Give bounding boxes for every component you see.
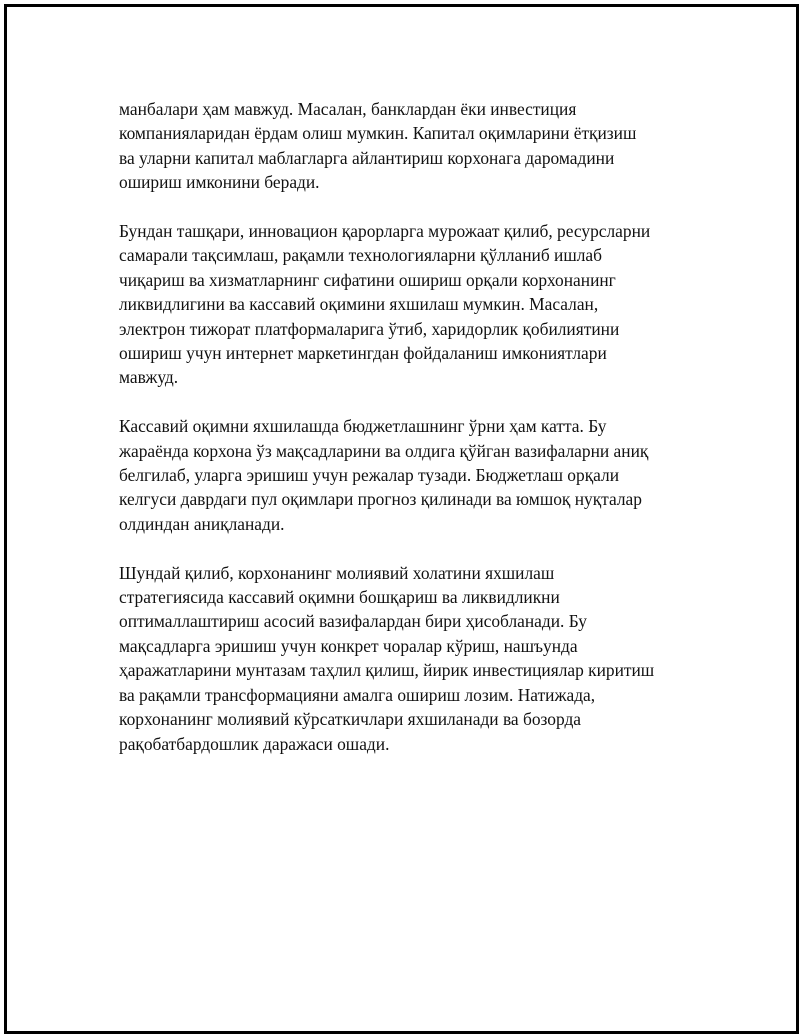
document-page <box>4 4 799 1034</box>
text-line: корхонанинг молиявий кўрсаткичлари яхшиланади ва бозорда <box>119 709 582 730</box>
text-line: ошириш имконини беради. <box>119 172 320 193</box>
text-line: ликвидлигини ва кассавий оқимини яхшилаш мумкин. Масалан, <box>119 294 599 315</box>
paragraph-1 <box>119 97 709 195</box>
text-line: жараёнда корхона ўз мақсадларини ва олдига қўйган вазифаларни аниқ <box>119 440 649 461</box>
text-line: чиқариш ва хизматларнинг сифатини ошириш орқали корхонанинг <box>119 269 616 290</box>
text-line: олдиндан аниқланади. <box>119 513 285 534</box>
document-body <box>119 97 709 780</box>
text-line: самарали тақсимлаш, рақамли технологияларни қўлланиб ишлаб <box>119 245 602 266</box>
text-line: стратегиясида кассавий оқимни бошқариш ва ликвидликни <box>119 587 560 608</box>
text-line: ва рақамли трансформацияни амалга ошириш лозим. Натижада, <box>119 684 596 705</box>
paragraph-3 <box>119 414 709 536</box>
text-line: мавжуд. <box>119 367 179 388</box>
text-line: манбалари ҳам мавжуд. Масалан, банклардан ёки инвестиция <box>119 99 577 119</box>
text-line: компанияларидан ёрдам олиш мумкин. Капитал оқимларини ётқизиш <box>119 123 637 144</box>
text-line: рақобатбардошлик даражаси ошади. <box>119 733 390 754</box>
paragraph-2 <box>119 219 709 390</box>
text-line: ошириш учун интернет маркетингдан фойдаланиш имкониятлари <box>119 343 607 364</box>
text-line: белгилаб, уларга эришиш учун режалар тузади. Бюджетлаш орқали <box>119 465 620 486</box>
text-line: ва уларни капитал маблагларга айлантириш корхонага даромадини <box>119 147 615 168</box>
text-line: электрон тижорат платформаларига ўтиб, харидорлик қобилиятини <box>119 318 620 339</box>
text-line: мақсадларга эришиш учун конкрет чоралар кўриш, нашъунда <box>119 635 578 656</box>
text-line: Бундан ташқари, инновацион қарорларга мурожаат қилиб, ресурсларни <box>119 221 651 242</box>
text-line: Кассавий оқимни яхшилашда бюджетлашнинг ўрни ҳам катта. Бу <box>119 416 607 437</box>
text-line: оптималлаштириш асосий вазифалардан бири ҳисобланади. Бу <box>119 611 587 632</box>
text-line: ҳаражатларини мунтазам таҳлил қилиш, йирик инвестициялар киритиш <box>119 660 655 681</box>
paragraph-4 <box>119 561 709 756</box>
text-line: келгуси даврдаги пул оқимлари прогноз қилинади ва юмшоқ нуқталар <box>119 489 642 510</box>
text-line: Шундай қилиб, корхонанинг молиявий холатини яхшилаш <box>119 562 555 583</box>
